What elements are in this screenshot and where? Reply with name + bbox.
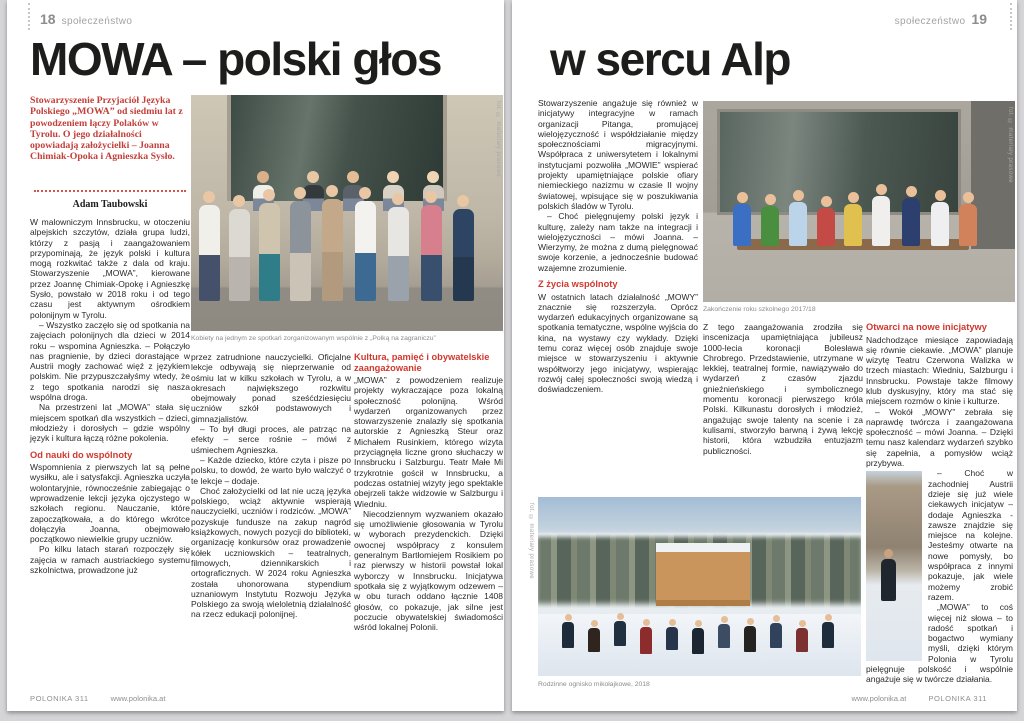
text-column-3: [354, 352, 503, 692]
person-figure: [286, 187, 314, 301]
subheading: Otwarci na nowe inicjatywy: [866, 322, 987, 332]
body-paragraph: – Wokół „MOWY” zebrała się naprawdę twórcza i zaangażowana społeczność – mówi Joanna. – Dzięki temu nasz kalendarz wydarzeń szybko się zapełnia, a pomysłów wciąż przybywa.: [866, 406, 1013, 469]
person-figure: [384, 193, 412, 301]
person-figure: [351, 187, 379, 301]
lead-paragraph: Stowarzyszenie Przyjaciół Języka Polskiego „MOWA” od siedmiu lat z powodzeniem łączy Polaków w Tyrolu. O jego działalności opowiadają założycielki – Joanna Chimiak-Opoka i Agnieszka Sysło.: [30, 95, 183, 163]
subheading: Od nauki do wspólnoty: [30, 449, 133, 460]
photo-credit: fot. © materiały prasowe: [1007, 107, 1013, 183]
person-figure: [820, 614, 836, 648]
body-paragraph: „MOWA” to coś więcej niż słowa – to radość spotkań i bogactwo wymiany myśli, dzięki którym Polonia w Tyrolu pielęgnuje polskość i wspólnie angażuje się w twórcze działania.: [866, 602, 1013, 685]
section-label: społeczeństwo: [61, 16, 133, 27]
photo-credit: fot. © materiały prasowe: [495, 101, 501, 177]
body-paragraph: Z tego zaangażowania zrodziła się inscenizacja upamiętniająca jubileusz 1000-lecia koronacji Bolesława Chrobrego. Przedstawienie, utrzymane w lekkiej, teatralnej formie, nawiązywało do wydarzeń z czasów zjazdu gnieźnieńskiego i symbolicznego momentu koronacji pierwszego króla Polski. Kilkunastu dorosłych i młodzież, angażując swoje talenty na scenie i za kulisami, stworzyło barwną i żywą lekcję historii, która wzbudziła entuzjazm publiczności.: [703, 322, 863, 456]
child-figure: [757, 194, 783, 246]
person-figure: [586, 620, 602, 652]
body-paragraph: Na przestrzeni lat „MOWA” stała się miejscem spotkań dla wszystkich – dzieci, młodzieży i dorosłych – gdzie wspólny język i kultura łączą różne pokolenia.: [30, 402, 190, 444]
person-figure: [318, 185, 346, 301]
person-figure: [195, 191, 223, 301]
person-figure: [612, 613, 628, 646]
person-figure: [225, 195, 253, 301]
page-header: [40, 11, 138, 27]
body-paragraph: Wspomnienia z pierwszych lat są pełne wysiłku, ale i satysfakcji. Agnieszka uczyła wolontaryjnie, równocześnie zabiegając o wprowadzenie lekcji języka ojczystego w szkołach regionu. Nauczanie, które zapoczątkowała, a do którego wkrótce dołączyła Joanna, obejmowało początkowo niewielkie grupy uczniów.: [30, 462, 190, 545]
page-number: 19: [971, 11, 987, 27]
body-paragraph: Choć założycielki od lat nie uczą języka polskiego, wciąż aktywnie wspierają nauczycielki, uczniów i rodziców. „MOWA” pozyskuje fundusze na zakup nagród książkowych, nowych pozycji do biblioteki, organizację konkursów oraz prowadzenie kółek uczniowskich – teatralnych, filmowych, dziennikarskich i ortograficznych. W 2024 roku Agnieszka została uhonorowana stypendium uznaniowym Instytutu Rozwoju Języka Polskiego za swoją wieloletnią działalność na rzecz edukacji polonijnej.: [191, 485, 351, 620]
body-paragraph: przez zatrudnione nauczycielki. Oficjalne lekcje odbywają się nieprzerwanie od ośmiu lat w kilku szkołach w Tyrolu, a w okresach największego rozkwitu obejmowały ponad sześćdziesięciu uczniów szkół podstawowych i gimnazjalistów.: [191, 352, 351, 424]
photo-school-year-end: [703, 101, 1015, 302]
child-figure: [785, 190, 811, 246]
body-paragraph: Nadchodzące miesiące zapowiadają się równie ciekawie. „MOWA” planuje wizytę Teatru Czerwona Walizka w trzech miastach: Wiedniu, Salzburgu i Innsbrucku. Powstaje także filmowy klub dyskusyjny, który ma stać się miejscem rozmów o kinie i kulturze.: [866, 334, 1013, 407]
text-column-1: [538, 98, 698, 493]
magazine-issue: POLONIKA 311: [928, 694, 987, 703]
person-figure: [638, 619, 654, 654]
article-headline-right: w sercu Alp: [550, 33, 790, 85]
person-figure: [664, 619, 680, 650]
corner-dots-decoration: [28, 3, 30, 30]
body-paragraph: – To był długi proces, ale patrząc na efekty – serce rośnie – mówi z uśmiechem Agnieszka.: [191, 424, 351, 455]
photo-winter-bonfire: [528, 497, 861, 676]
body-paragraph: – Każde dziecko, które czyta i pisze po polsku, to dowód, że warto było walczyć o te lekcje – dodaje.: [191, 454, 351, 486]
text-column-2: [703, 322, 863, 494]
person-figure: [449, 195, 477, 301]
person-figure: [716, 616, 732, 648]
body-paragraph: Niecodziennym wyzwaniem okazało się umożliwienie głosowania w Tyrolu w wyborach prezydenckich. Dzięki owocnej współpracy z konsulem generalnym Bartłomiejem Rosikiem po raz pierwszy w historii powstał lokal wyborczy w Innsbrucku. Inicjatywa spotkała się z wyjątkowym odzewem – w obu turach oddano łącznie 1408 głosów, co pokazuje, jak silne jest poczucie obywatelskiej świadomości wśród lokalnej Polonii.: [354, 508, 503, 633]
photo-credit: fot. © materiały prasowe: [528, 503, 534, 579]
person-figure: [255, 189, 283, 301]
body-paragraph: W ostatnich latach działalność „MOWY” znacznie się rozszerzyła. Oprócz wydarzeń edukacyjnych organizowane są spotkania tematyczne, wspólne wyjścia do kina, na wystawy czy wykłady. Dzięki temu coraz więcej osób znajduje swoje miejsce w stowarzyszeniu i aktywnie współtworzy jego inicjatywy, wspierając rozwój całej społeczności swoją wiedzą i doświadczeniem.: [538, 291, 698, 395]
page-18: [7, 0, 504, 711]
body-paragraph: W malowniczym Innsbrucku, w otoczeniu alpejskich szczytów, działa grupa ludzi, którzy z pasją i zaangażowaniem przypominają, że język polski i kultura mogą rozkwitać także z dala od kraju. Stowarzyszenie „MOWA”, kierowane przez Joannę Chimiak-Opokę i Agnieszkę Sysło, powstało w 2018 roku i od tego czasu jest aktywnym ośrodkiem polonijnym w Tyrolu.: [30, 217, 190, 320]
child-figure: [868, 184, 894, 246]
child-figure: [898, 186, 924, 246]
body-paragraph: – Choć pielęgnujemy polski język i kulturę, zależy nam także na integracji i wielojęzyczności – mówi Joanna. – Wierzymy, że można z dumą pielęgnować swoje korzenie, a jednocześnie budować wzajemne zrozumienie.: [538, 211, 698, 273]
magazine-url: www.polonika.at: [851, 694, 907, 703]
section-label: społeczeństwo: [894, 16, 966, 27]
person-figure: [417, 191, 445, 301]
column-3-upper: [866, 322, 1013, 468]
person-figure: [768, 615, 784, 648]
page-footer: [30, 694, 188, 703]
person-figure: [560, 614, 576, 648]
person-figure: [742, 618, 758, 652]
text-column-1: [30, 217, 190, 689]
body-paragraph: – Choć w zachodniej Austrii dzieje się już wiele ciekawych inicjatyw – dodaje Agnieszka -zawsze znajdzie się miejsce na kolejne. Jesteśmy otwarte na nowe pomysły, bo współpraca z innymi pokazuje, jak wiele możemy zrobić razem.: [928, 468, 1013, 602]
child-figure: [927, 190, 953, 246]
alpine-house: [656, 543, 750, 606]
photo-caption: Rodzinne ognisko mikołajkowe, 2018: [538, 681, 650, 688]
child-figure: [729, 192, 755, 246]
text-column-3: [866, 322, 1013, 706]
page-19: [512, 0, 1017, 711]
subheading: Kultura, pamięć i obywatelskie zaangażowanie: [354, 352, 490, 373]
page-header: [889, 11, 987, 27]
person-figure: [884, 549, 893, 558]
column-3-wrapped: [866, 468, 1013, 684]
magazine-issue: POLONIKA 311: [30, 694, 89, 703]
child-figure: [813, 196, 839, 246]
page-number: 18: [40, 11, 56, 27]
corner-dots-decoration: [1010, 3, 1012, 30]
photo-winter-inset: [866, 471, 922, 661]
child-figure: [840, 192, 866, 246]
person-figure: [690, 620, 706, 654]
magazine-url: www.polonika.at: [110, 694, 166, 703]
page-footer: [830, 694, 988, 703]
photo-women-meeting: [191, 95, 503, 331]
person-figure: [794, 620, 810, 652]
photo-caption: Kobiety na jednym ze spotkań zorganizowanym wspólnie z „Polką na zagraniczu”: [191, 335, 436, 342]
article-headline-left: MOWA – polski głos: [30, 33, 441, 85]
subheading: Z życia wspólnoty: [538, 279, 618, 290]
photo-caption: Zakończenie roku szkolnego 2017/18: [703, 306, 816, 313]
body-paragraph: – Wszystko zaczęło się od spotkania na zajęciach polonijnych dla dzieci w 2014 roku – wspomina Agnieszka. – Połączyło nas pragnienie, by dzieci dorastające w Austrii mogły zachować więź z językiem polskim. Nie przypuszczałyśmy wtedy, że z tego spotkania narodzi się nasza wspólna droga.: [30, 319, 190, 403]
text-column-2: [191, 352, 351, 692]
body-paragraph: „MOWA” z powodzeniem realizuje projekty wykraczające poza lokalną społeczność polonijną. Wśród wydarzeń organizowanych przez stowarzyszenie znalazły się spotkania autorskie z Agnieszką Steur oraz Michałem Rusinkiem, którego wizyta przyciągnęła liczne grono słuchaczy w Innsbrucku i Salzburgu. Teatr Małe Mi trzykrotnie gościł w Innsbrucku, a podczas ostatniej wizyty jego spektakle obejrzeli także widzowie w Salzburgu i Wiedniu.: [354, 375, 503, 509]
body-paragraph: Stowarzyszenie angażuje się również w inicjatywy integracyjne w ramach organizacji Pitanga, promującej wielojęzyczność i współdziałanie między społecznościami migracyjnymi. Współpraca z uniwersytetem i lokalnymi instytucjami pozwoliła „MOWIE” wspierać projekty upamiętniające polskie ofiary niemieckiego nazizmu w czasie II wojny światowej, wpisujące się w poszukiwania polskich śladów w Tyrolu.: [538, 98, 698, 211]
child-figure: [955, 192, 981, 246]
body-paragraph: Po kilku latach starań rozpoczęły się zajęcia w ramach austriackiego systemu szkolnictwa, prowadzone już: [30, 544, 190, 575]
dotted-separator: [34, 190, 186, 192]
author-byline: Adam Taubowski: [72, 199, 148, 210]
